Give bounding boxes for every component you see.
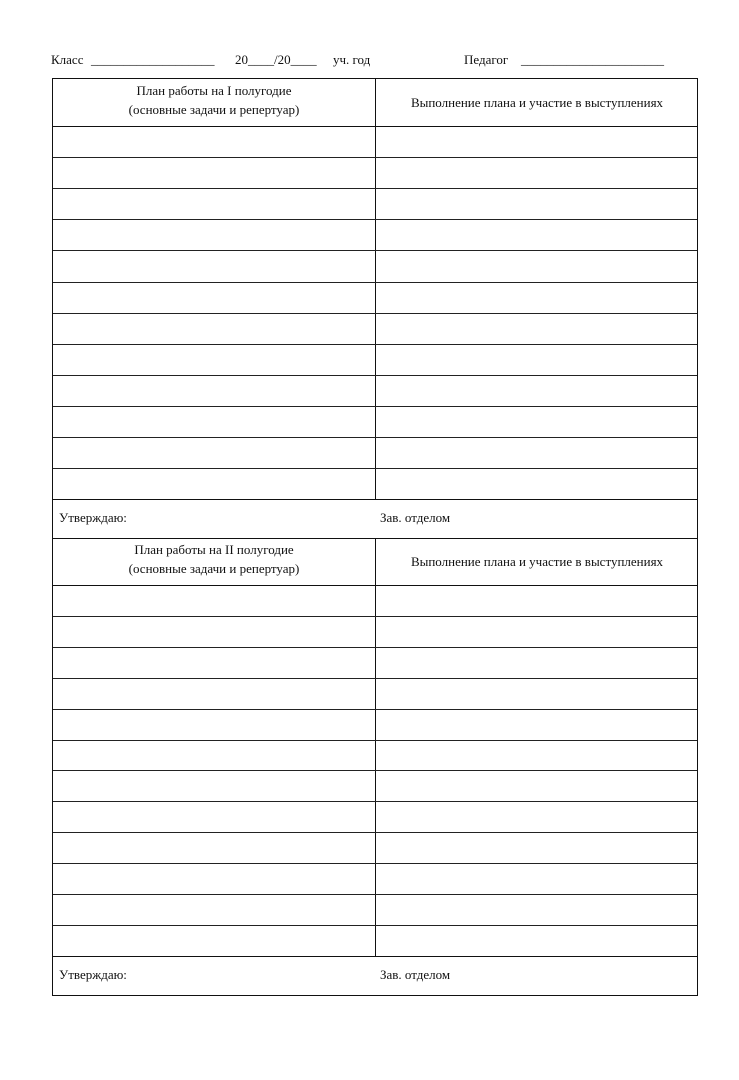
teacher-blank: ______________________ [521, 52, 664, 67]
section2-row-rule-5 [53, 740, 697, 741]
section1-row-rule-1 [53, 157, 697, 158]
section2-row-rule-4 [53, 709, 697, 710]
school-year: 20____/20____ [235, 52, 317, 67]
plan-form [52, 78, 698, 996]
section1-plan-header-line2: (основные задачи и репертуар) [128, 102, 300, 117]
section2-bottom-rule [53, 956, 697, 957]
section1-row-rule-5 [53, 282, 697, 283]
section1-row-rule-10 [53, 437, 697, 438]
class-label: Класс [51, 52, 84, 67]
section2-row-rule-9 [53, 863, 697, 864]
section1-row-rule-7 [53, 344, 697, 345]
section1-execution-header: Выполнение плана и участие в выступлениях [410, 95, 664, 110]
section1-row-rule-3 [53, 219, 697, 220]
section1-dept-label: Зав. отделом [380, 510, 451, 525]
teacher-label: Педагог [464, 52, 509, 67]
section2-dept-label: Зав. отделом [380, 967, 451, 982]
section1-plan-header [53, 81, 375, 119]
section1-row-rule-8 [53, 375, 697, 376]
school-year-suffix: уч. год [333, 52, 371, 67]
section2-row-rule-2 [53, 647, 697, 648]
section2-execution-header: Выполнение плана и участие в выступлениях [410, 554, 664, 569]
section1-approve-label: Утверждаю: [59, 510, 127, 525]
section2-row-rule-11 [53, 925, 697, 926]
section1-row-rule-9 [53, 406, 697, 407]
section1-row-rule-4 [53, 250, 697, 251]
section2-row-rule-10 [53, 894, 697, 895]
section2-row-rule-3 [53, 678, 697, 679]
section2-approve-label: Утверждаю: [59, 967, 127, 982]
section2-row-rule-7 [53, 801, 697, 802]
form-header [51, 52, 691, 70]
section2-plan-header [53, 540, 375, 578]
section2-row-rule-8 [53, 832, 697, 833]
section2-plan-header-line2: (основные задачи и репертуар) [128, 561, 300, 576]
section1-bottom-rule [53, 499, 697, 500]
section2-row-rule-6 [53, 770, 697, 771]
section1-row-rule-6 [53, 313, 697, 314]
section1-column-divider [375, 79, 376, 499]
section1-row-rule-11 [53, 468, 697, 469]
section1-plan-header-line1: План работы на I полугодие [136, 83, 292, 98]
section2-plan-header-line1: План работы на II полугодие [134, 542, 294, 557]
class-blank: ___________________ [91, 52, 215, 67]
section2-row-rule-1 [53, 616, 697, 617]
section1-row-rule-2 [53, 188, 697, 189]
